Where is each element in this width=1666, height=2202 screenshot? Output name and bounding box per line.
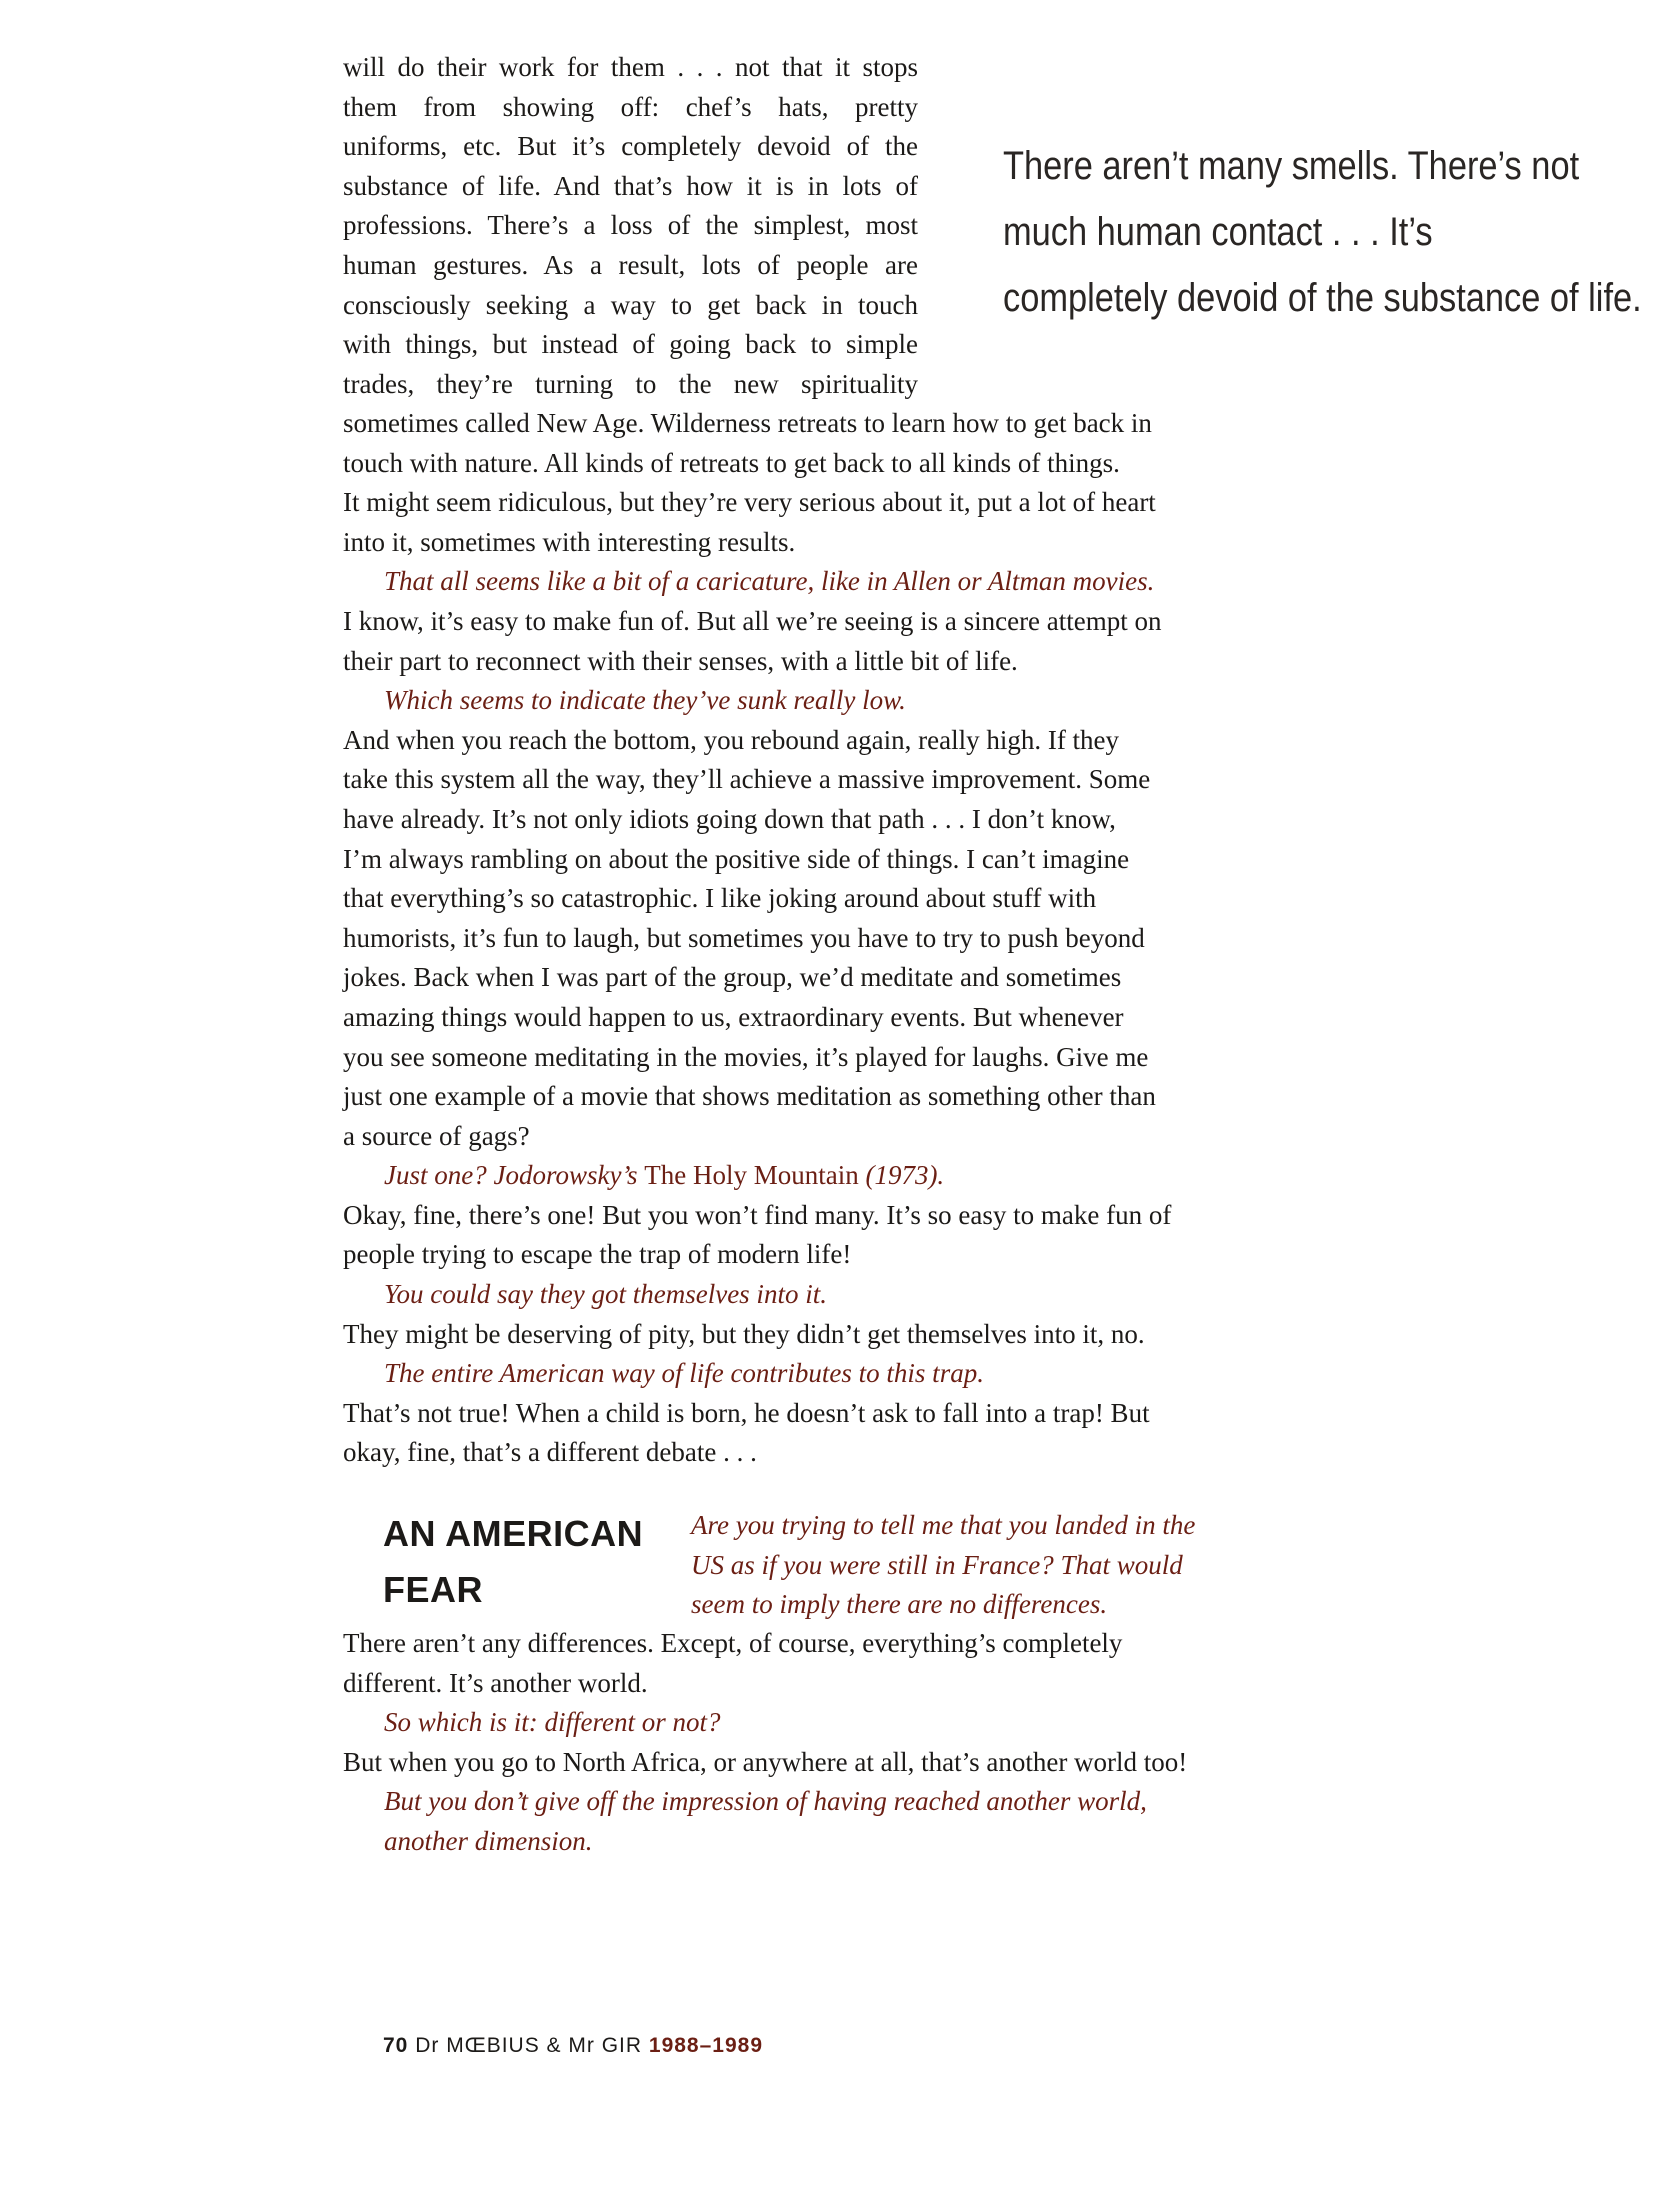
text-line: humorists, it’s fun to laugh, but sometimes you have to try to push beyond <box>343 922 1145 953</box>
text-line: different. It’s another world. <box>343 1667 648 1698</box>
text-line: their part to reconnect with their senses, with a little bit of life. <box>343 645 1018 676</box>
interviewee-answer <box>343 1315 1293 1355</box>
question-line: Are you trying to tell me that you landed in the <box>691 1510 1196 1540</box>
section-heading-line: FEAR <box>383 1569 483 1610</box>
interviewer-question <box>343 1275 1293 1315</box>
text-line: You could say they got themselves into it. <box>384 1279 827 1310</box>
interviewee-answer <box>343 721 1293 1157</box>
interviewer-question <box>343 1156 1293 1196</box>
text-line: jokes. Back when I was part of the group, we’d meditate and sometimes <box>343 962 1122 993</box>
text-line: trades, they’re turning to the new spirituality <box>343 368 918 399</box>
interviewee-answer <box>343 1624 1293 1703</box>
interviewee-answer <box>343 1743 1293 1783</box>
intro-paragraph <box>343 48 918 404</box>
text-line: It might seem ridiculous, but they’re very serious about it, put a lot of heart <box>343 487 1156 518</box>
text-line: professions. There’s a loss of the simplest, most <box>343 210 918 241</box>
text-line: okay, fine, that’s a different debate . . . <box>343 1437 757 1468</box>
text-line: The entire American way of life contributes to this trap. <box>384 1358 984 1389</box>
text-line: another dimension. <box>384 1825 593 1856</box>
film-title: The Holy Mountain <box>644 1160 859 1191</box>
pull-quote-line: much human contact . . . It’s <box>1003 210 1433 254</box>
interviewer-question <box>343 681 1293 721</box>
interviewee-answer <box>343 1196 1293 1275</box>
text-line: into it, sometimes with interesting results. <box>343 526 796 557</box>
text-line: that everything’s so catastrophic. I like joking around about stuff with <box>343 883 1097 914</box>
text-line: That’s not true! When a child is born, he doesn’t ask to fall into a trap! But <box>343 1397 1150 1428</box>
section-opening-question <box>691 1506 1311 1625</box>
text-line: Which seems to indicate they’ve sunk really low. <box>384 685 906 716</box>
text-line: take this system all the way, they’ll achieve a massive improvement. Some <box>343 764 1151 795</box>
text-line: So which is it: different or not? <box>384 1707 721 1738</box>
book-years: 1988–1989 <box>648 2034 764 2057</box>
text-line: touch with nature. All kinds of retreats to get back to all kinds of things. <box>343 447 1120 478</box>
question-line: seem to imply there are no differences. <box>691 1589 1108 1620</box>
text-line: substance of life. And that’s how it is in lots of <box>343 170 918 201</box>
pull-quote <box>1003 133 1642 331</box>
text-line: just one example of a movie that shows meditation as something other than <box>343 1081 1156 1112</box>
interviewee-answer <box>343 404 1293 562</box>
section-heading <box>383 1506 643 1618</box>
interviewer-question <box>343 1703 1293 1743</box>
text-line: human gestures. As a result, lots of people are <box>343 249 918 280</box>
text-line: I know, it’s easy to make fun of. But all we’re seeing is a sincere attempt on <box>343 605 1162 636</box>
text-line: them from showing off: chef’s hats, pretty <box>343 91 918 122</box>
text-line: That all seems like a bit of a caricature, like in Allen or Altman movies. <box>384 566 1155 597</box>
text-line: But when you go to North Africa, or anywhere at all, that’s another world too! <box>343 1746 1188 1777</box>
page-footer <box>383 2034 763 2058</box>
text-line: with things, but instead of going back to simple <box>343 329 918 360</box>
pull-quote-line: completely devoid of the substance of life. <box>1003 276 1642 320</box>
text-line: Okay, fine, there’s one! But you won’t find many. It’s so easy to make fun of <box>343 1199 1172 1230</box>
text-line: There aren’t any differences. Except, of course, everything’s completely <box>343 1628 1123 1658</box>
section-heading-line: AN AMERICAN <box>383 1513 644 1554</box>
interview-body <box>343 404 1293 1473</box>
text-line: They might be deserving of pity, but they didn’t get themselves into it, no. <box>343 1318 1145 1349</box>
text-line: a source of gags? <box>343 1120 530 1151</box>
text-line: sometimes called New Age. Wilderness retreats to learn how to get back in <box>343 408 1152 438</box>
interviewer-question <box>343 1782 1293 1861</box>
book-title: Dr MŒBIUS & Mr GIR <box>415 2034 643 2057</box>
text-line: have already. It’s not only idiots going down that path . . . I don’t know, <box>343 803 1116 834</box>
text-line: But you don’t give off the impression of having reached another world, <box>384 1786 1147 1817</box>
text-line: you see someone meditating in the movies, it’s played for laughs. Give me <box>343 1041 1149 1072</box>
text-line: amazing things would happen to us, extraordinary events. But whenever <box>343 1001 1124 1032</box>
text-line: uniforms, etc. But it’s completely devoid of the <box>343 131 918 162</box>
text-line: consciously seeking a way to get back in touch <box>343 289 918 320</box>
interviewer-question <box>343 1354 1293 1394</box>
question-text: Just one? Jodorowsky’s <box>384 1160 645 1191</box>
text-line: will do their work for them . . . not that it stops <box>343 52 918 82</box>
page-number: 70 <box>383 2034 409 2057</box>
section-body <box>343 1624 1293 1862</box>
interviewee-answer <box>343 1394 1293 1473</box>
pull-quote-line: There aren’t many smells. There’s not <box>1003 144 1580 188</box>
interviewer-question <box>343 562 1293 602</box>
question-text: (1973). <box>858 1160 945 1191</box>
text-line: I’m always rambling on about the positive side of things. I can’t imagine <box>343 843 1130 874</box>
interviewee-answer <box>343 602 1293 681</box>
text-line: people trying to escape the trap of modern life! <box>343 1239 852 1270</box>
text-line: And when you reach the bottom, you rebound again, really high. If they <box>343 724 1120 755</box>
question-line: US as if you were still in France? That would <box>691 1549 1183 1580</box>
